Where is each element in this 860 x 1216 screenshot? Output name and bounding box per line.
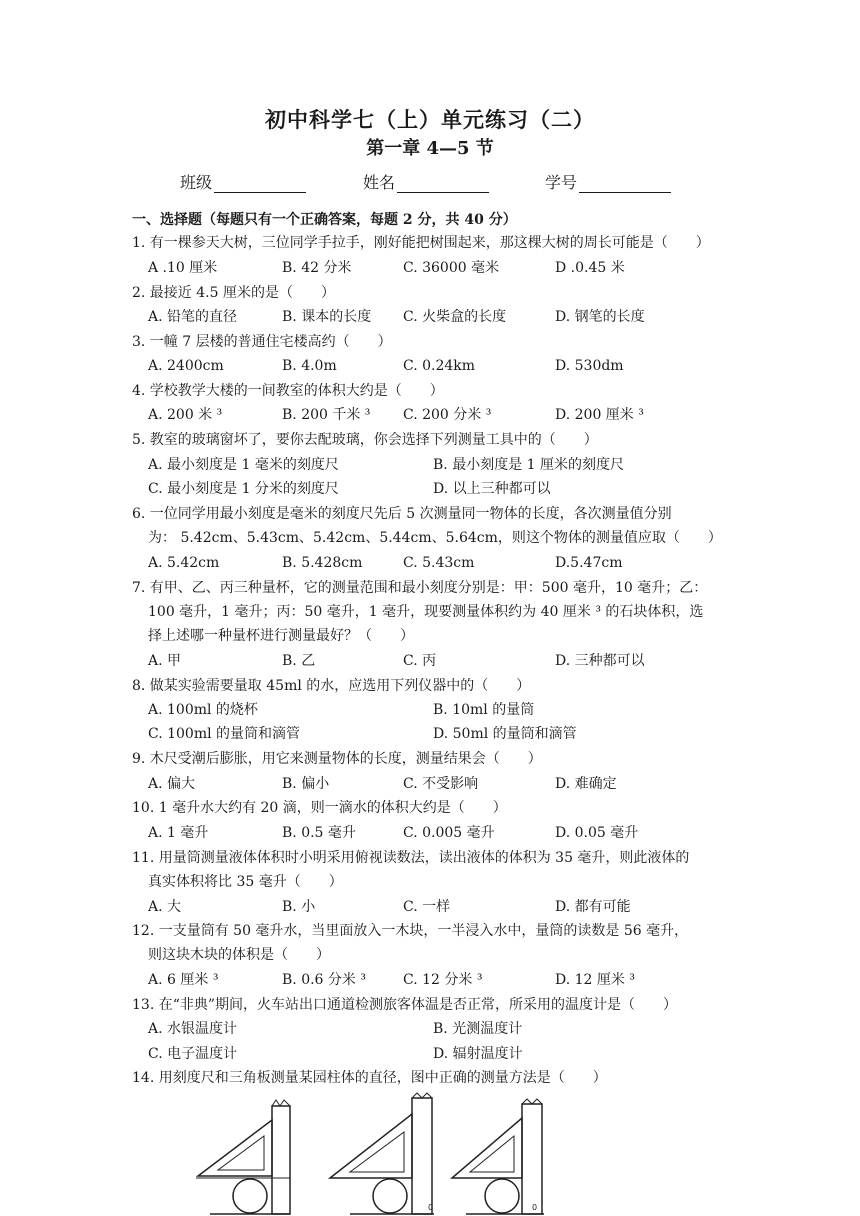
q11-option-d[interactable]: D. 都有可能 bbox=[555, 899, 631, 915]
id-field[interactable] bbox=[545, 170, 671, 193]
class-blank[interactable] bbox=[214, 174, 306, 193]
question-11-line-2: 真实体积将比 35 毫升（ ） bbox=[148, 874, 343, 890]
measurement-figures bbox=[190, 1092, 570, 1216]
q7-option-c[interactable]: C. 丙 bbox=[403, 653, 437, 669]
question-1: 1. 有一棵参天大树，三位同学手拉手，刚好能把树围起来，那这棵大树的周长可能是（ ） bbox=[132, 235, 710, 251]
q8-option-a[interactable]: A. 100ml 的烧杯 bbox=[148, 702, 258, 718]
triangle-ruler-icon bbox=[198, 1120, 272, 1176]
q9-option-c[interactable]: C. 不受影响 bbox=[403, 776, 479, 792]
q2-option-d[interactable]: D. 钢笔的长度 bbox=[555, 309, 645, 325]
q3-option-a[interactable]: A. 2400cm bbox=[148, 358, 224, 374]
q9-option-b[interactable]: B. 偏小 bbox=[282, 776, 330, 792]
question-8: 8. 做某实验需要量取 45ml 的水，应选用下列仪器中的（ ） bbox=[132, 678, 531, 694]
question-7-line-3: 择上述哪一种量杯进行测量最好？（ ） bbox=[148, 628, 414, 644]
q13-option-b[interactable]: B. 光测温度计 bbox=[433, 1021, 523, 1037]
id-blank[interactable] bbox=[579, 174, 671, 193]
question-7-line-2: 100 毫升，1 毫升；丙：50 毫升，1 毫升，现要测量体积约为 40 厘米 ³ 的石块体积，选 bbox=[148, 604, 704, 620]
q7-option-d[interactable]: D. 三种都可以 bbox=[555, 653, 645, 669]
q7-option-a[interactable]: A. 甲 bbox=[148, 653, 182, 669]
triangle-ruler-icon bbox=[330, 1114, 412, 1178]
name-label: 姓名 bbox=[363, 173, 396, 192]
q1-option-c[interactable]: C. 36000 毫米 bbox=[403, 260, 500, 276]
q3-option-d[interactable]: D. 530dm bbox=[555, 358, 624, 374]
q4-option-d[interactable]: D. 200 厘米 ³ bbox=[555, 407, 644, 423]
class-label: 班级 bbox=[180, 173, 213, 192]
question-3: 3. 一幢 7 层楼的普通住宅楼高约（ ） bbox=[132, 334, 392, 350]
figure-3 bbox=[452, 1099, 544, 1214]
name-field[interactable] bbox=[363, 170, 489, 193]
cylinder-icon bbox=[485, 1179, 519, 1213]
figure-2 bbox=[330, 1093, 434, 1214]
q9-option-d[interactable]: D. 难确定 bbox=[555, 776, 617, 792]
q13-option-a[interactable]: A. 水银温度计 bbox=[148, 1021, 238, 1037]
ruler-icon bbox=[412, 1098, 432, 1214]
q10-option-d[interactable]: D. 0.05 毫升 bbox=[555, 825, 639, 841]
q6-option-b[interactable]: B. 5.428cm bbox=[282, 555, 363, 571]
question-5: 5. 教室的玻璃窗坏了，要你去配玻璃，你会选择下列测量工具中的（ ） bbox=[132, 432, 598, 448]
ruler-icon bbox=[522, 1104, 542, 1214]
question-10: 10. 1 毫升水大约有 20 滴，则一滴水的体积大约是（ ） bbox=[132, 800, 507, 816]
triangle-ruler-icon bbox=[452, 1118, 522, 1178]
q7-option-b[interactable]: B. 乙 bbox=[282, 653, 316, 669]
q11-option-a[interactable]: A. 大 bbox=[148, 899, 182, 915]
q3-option-b[interactable]: B. 4.0m bbox=[282, 358, 337, 374]
q10-option-b[interactable]: B. 0.5 毫升 bbox=[282, 825, 356, 841]
q4-option-a[interactable]: A. 200 米 ³ bbox=[148, 407, 223, 423]
q12-option-c[interactable]: C. 12 分米 ³ bbox=[403, 972, 483, 988]
question-14: 14. 用刻度尺和三角板测量某园柱体的直径，图中正确的测量方法是（ ） bbox=[132, 1070, 607, 1086]
q11-option-b[interactable]: B. 小 bbox=[282, 899, 316, 915]
ruler-icon bbox=[272, 1106, 290, 1214]
svg-text:0: 0 bbox=[428, 1203, 434, 1212]
name-blank[interactable] bbox=[397, 174, 489, 193]
q4-option-c[interactable]: C. 200 分米 ³ bbox=[403, 407, 492, 423]
q13-option-c[interactable]: C. 电子温度计 bbox=[148, 1046, 238, 1062]
q12-option-a[interactable]: A. 6 厘米 ³ bbox=[148, 972, 219, 988]
question-4: 4. 学校教学大楼的一间教室的体积大约是（ ） bbox=[132, 383, 444, 399]
q1-option-d[interactable]: D .0.45 米 bbox=[555, 260, 625, 276]
svg-text:0: 0 bbox=[532, 1203, 538, 1212]
q4-option-b[interactable]: B. 200 千米 ³ bbox=[282, 407, 371, 423]
q1-option-b[interactable]: B. 42 分米 bbox=[282, 260, 352, 276]
class-field[interactable] bbox=[180, 170, 306, 193]
q2-option-c[interactable]: C. 火柴盒的长度 bbox=[403, 309, 507, 325]
q12-option-b[interactable]: B. 0.6 分米 ³ bbox=[282, 972, 366, 988]
q6-option-c[interactable]: C. 5.43cm bbox=[403, 555, 475, 571]
q2-option-b[interactable]: B. 课本的长度 bbox=[282, 309, 372, 325]
q5-option-b[interactable]: B. 最小刻度是 1 厘米的刻度尺 bbox=[433, 457, 624, 473]
q6-option-a[interactable]: A. 5.42cm bbox=[148, 555, 220, 571]
q5-option-c[interactable]: C. 最小刻度是 1 分米的刻度尺 bbox=[148, 481, 339, 497]
section-heading: 一、选择题（每题只有一个正确答案，每题 2 分，共 40 分） bbox=[132, 212, 517, 228]
question-13: 13. 在“非典”期间，火车站出口通道检测旅客体温是否正常，所采用的温度计是（ ） bbox=[132, 997, 678, 1013]
question-9: 9. 木尺受潮后膨胀，用它来测量物体的长度，测量结果会（ ） bbox=[132, 751, 542, 767]
cylinder-icon bbox=[373, 1179, 407, 1213]
q10-option-c[interactable]: C. 0.005 毫升 bbox=[403, 825, 495, 841]
q9-option-a[interactable]: A. 偏大 bbox=[148, 776, 196, 792]
q8-option-b[interactable]: B. 10ml 的量筒 bbox=[433, 702, 535, 718]
page-subtitle: 第一章 4—5 节 bbox=[366, 138, 494, 159]
question-6-line-1: 6. 一位同学用最小刻度是毫米的刻度尺先后 5 次测量同一物体的长度，各次测量值分别 bbox=[132, 506, 672, 522]
q13-option-d[interactable]: D. 辐射温度计 bbox=[433, 1046, 523, 1062]
q8-option-d[interactable]: D. 50ml 的量筒和滴管 bbox=[433, 726, 577, 742]
q6-option-d[interactable]: D.5.47cm bbox=[555, 555, 623, 571]
page-title: 初中科学七（上）单元练习（二） bbox=[265, 107, 595, 132]
q12-option-d[interactable]: D. 12 厘米 ³ bbox=[555, 972, 635, 988]
figure-1 bbox=[196, 1100, 290, 1214]
question-7-line-1: 7. 有甲、乙、丙三种量杯，它的测量范围和最小刻度分别是：甲：500 毫升，10 毫升；乙： bbox=[132, 580, 708, 596]
q10-option-a[interactable]: A. 1 毫升 bbox=[148, 825, 209, 841]
q1-option-a[interactable]: A .10 厘米 bbox=[148, 260, 218, 276]
id-label: 学号 bbox=[545, 173, 578, 192]
question-2: 2. 最接近 4.5 厘米的是（ ） bbox=[132, 285, 335, 301]
q8-option-c[interactable]: C. 100ml 的量筒和滴管 bbox=[148, 726, 301, 742]
question-12-line-1: 12. 一支量筒有 50 毫升水，当里面放入一木块，一半浸入水中，量筒的读数是 56 毫升， bbox=[132, 923, 689, 939]
q5-option-a[interactable]: A. 最小刻度是 1 毫米的刻度尺 bbox=[148, 457, 339, 473]
question-11-line-1: 11. 用量筒测量液体体积时小明采用俯视读数法，读出液体的体积为 35 毫升，则此液体的 bbox=[132, 850, 690, 866]
q2-option-a[interactable]: A. 铅笔的直径 bbox=[148, 309, 238, 325]
question-6-line-2: 为： 5.42cm、5.43cm、5.42cm、5.44cm、5.64cm，则这个物体的测量值应取（ ） bbox=[148, 530, 722, 546]
q3-option-c[interactable]: C. 0.24km bbox=[403, 358, 476, 374]
cylinder-icon bbox=[233, 1179, 267, 1213]
q5-option-d[interactable]: D. 以上三种都可以 bbox=[433, 481, 551, 497]
question-12-line-2: 则这块木块的体积是（ ） bbox=[148, 947, 330, 963]
q11-option-c[interactable]: C. 一样 bbox=[403, 899, 451, 915]
